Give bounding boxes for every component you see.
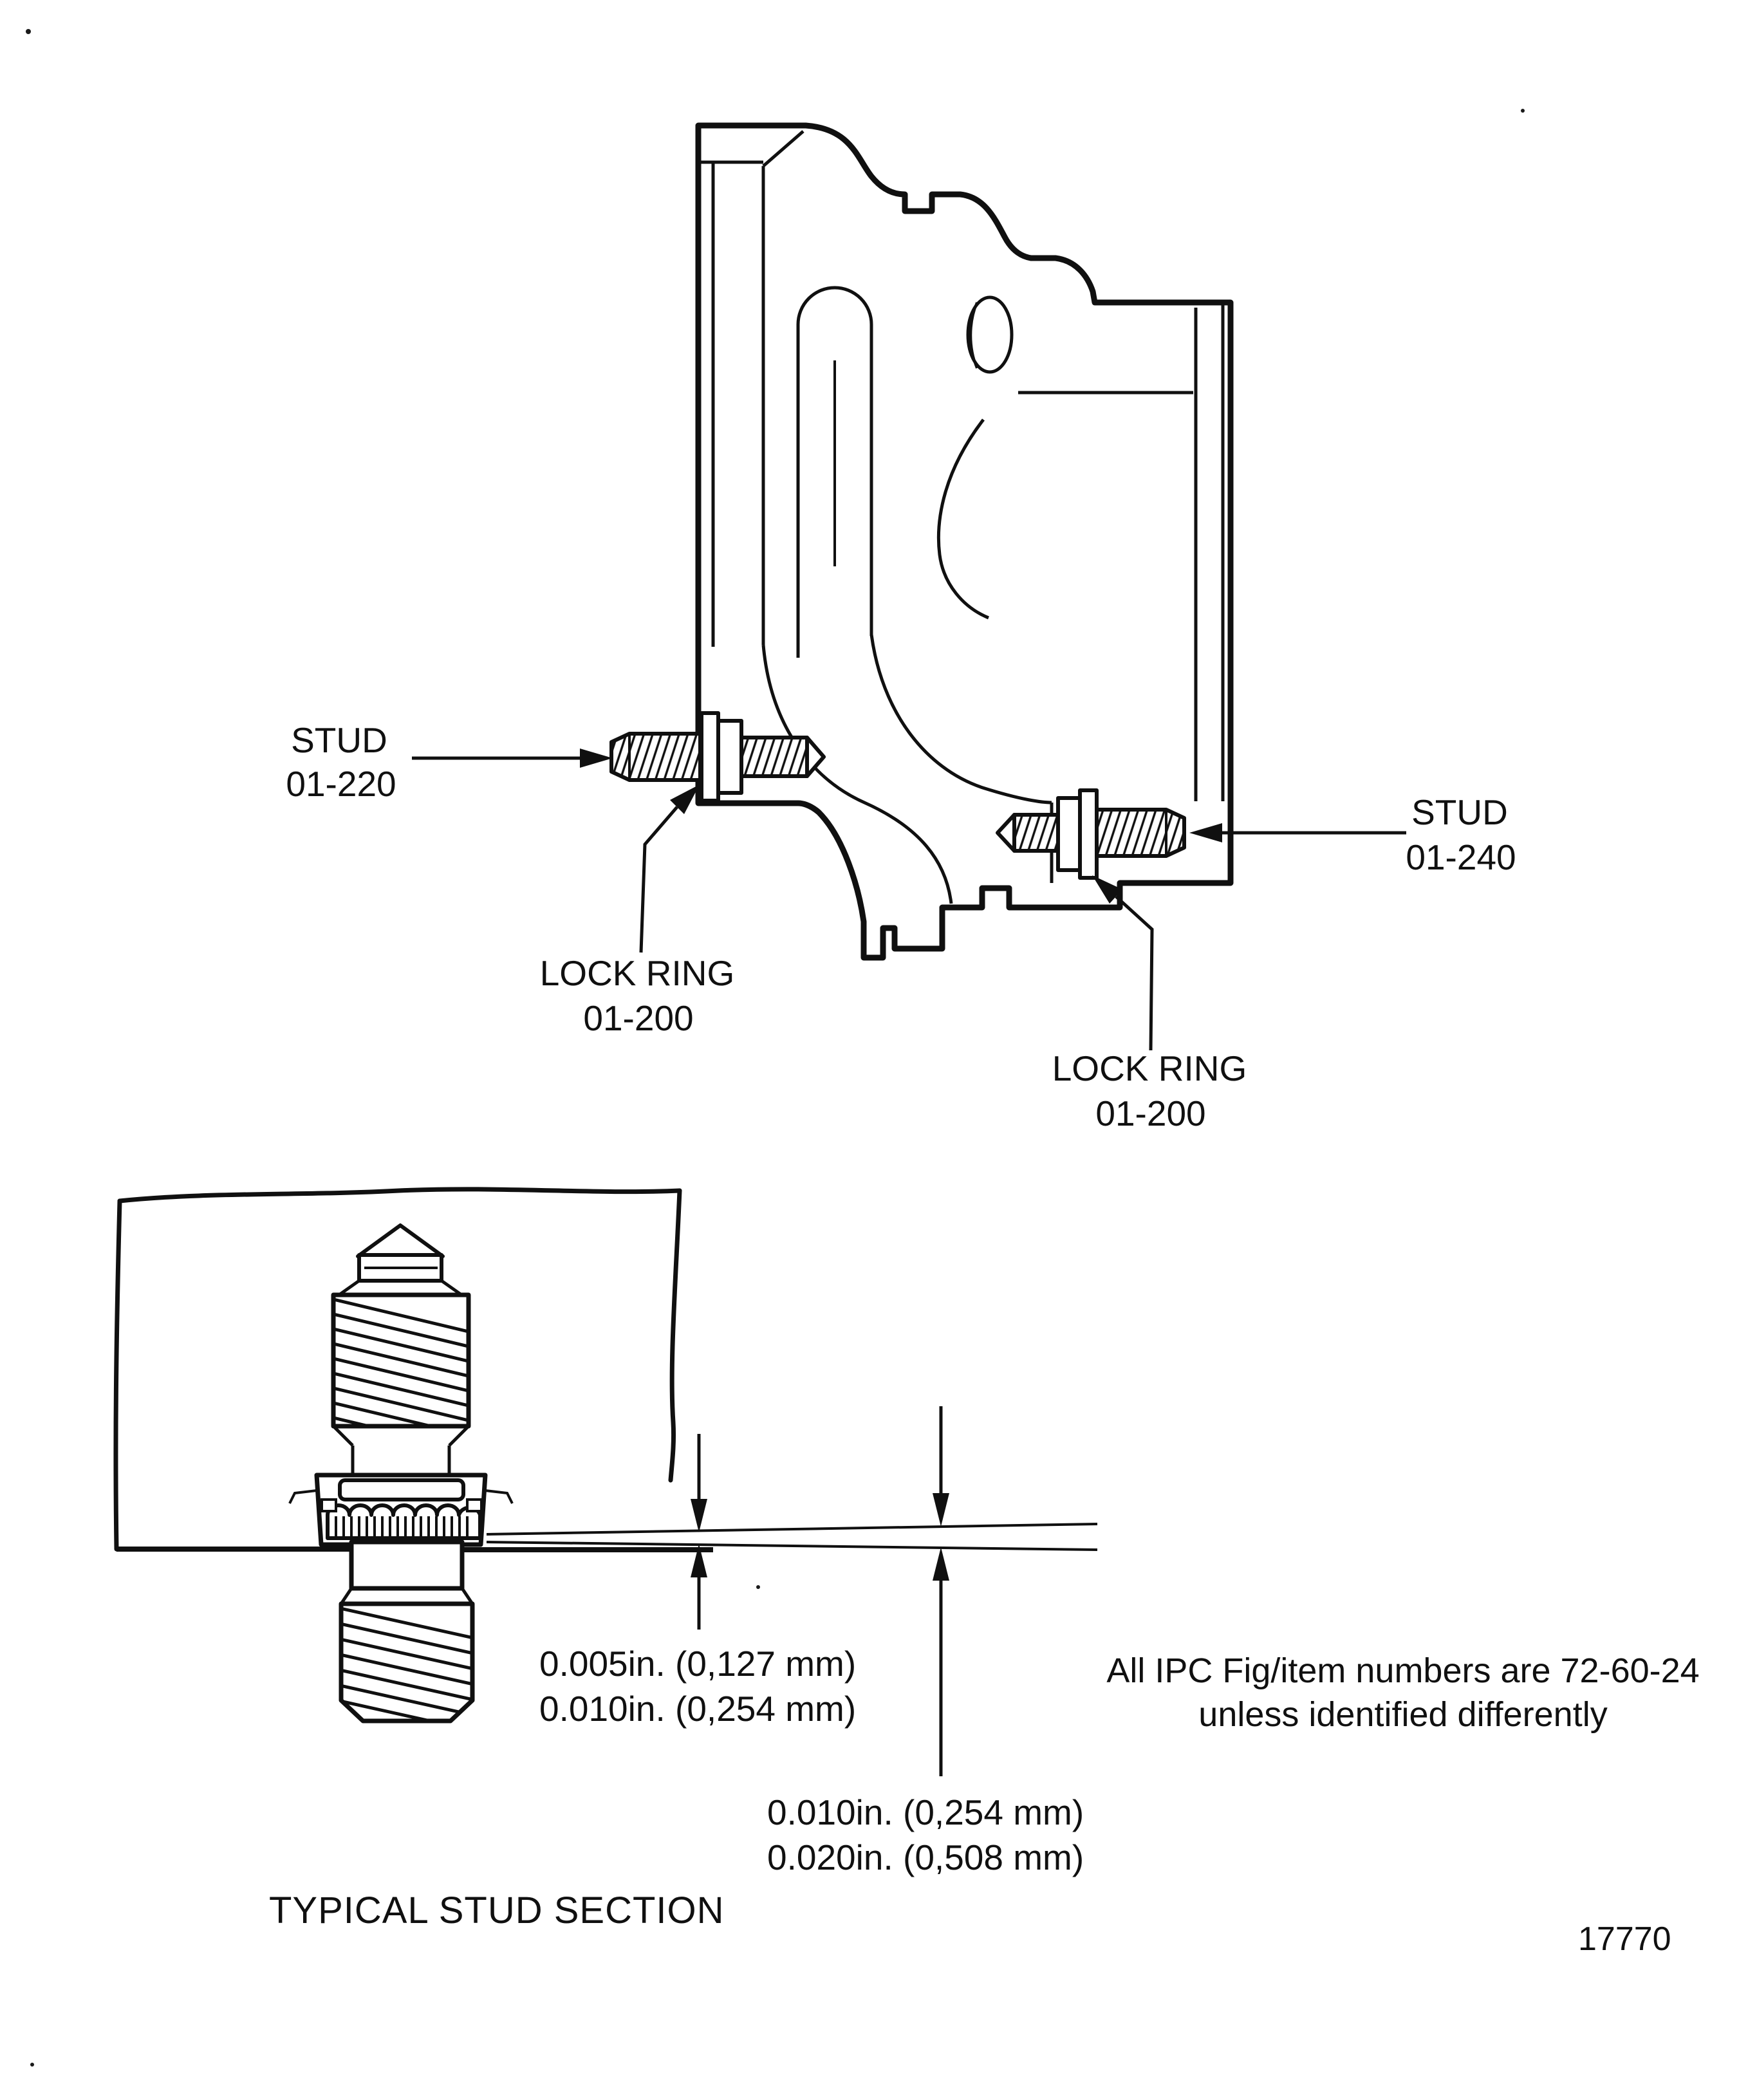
label-lockring-right: LOCK RING xyxy=(1052,1048,1247,1088)
stud-right-exposed-thread xyxy=(1097,810,1184,856)
arrow-lower-gap-down xyxy=(933,1493,949,1527)
stud-right-tip xyxy=(998,815,1014,851)
lock-ring-left-body xyxy=(718,721,741,793)
label-stud-left-ref: 01-220 xyxy=(286,764,396,804)
housing-inner-lines xyxy=(698,131,1223,904)
gap-reference-lines xyxy=(487,1524,1097,1550)
stud-left-inner-thread xyxy=(741,738,807,776)
label-stud-right: STUD xyxy=(1411,792,1508,832)
label-lockring-right-ref: 01-200 xyxy=(1095,1093,1206,1133)
arrow-lower-gap-up xyxy=(933,1547,949,1581)
dimension-texts xyxy=(539,1644,1084,1877)
ipc-note-line2: unless identified differently xyxy=(1198,1695,1608,1734)
stud-point xyxy=(358,1225,443,1256)
label-stud-right-ref: 01-240 xyxy=(1406,837,1516,877)
label-lockring-left: LOCK RING xyxy=(539,953,735,993)
dim-upper-line2: 0.010in. (0,254 mm) xyxy=(539,1689,857,1729)
label-lockring-left-ref: 01-200 xyxy=(583,998,694,1038)
typical-stud-section xyxy=(116,1189,1097,1877)
stud-01-220 xyxy=(611,713,824,801)
arrow-upper-gap-down xyxy=(691,1499,707,1532)
serrated-lock-ring xyxy=(290,1475,512,1545)
scan-speckles xyxy=(26,29,1525,2067)
stud-shank xyxy=(351,1542,462,1588)
callout-arrows xyxy=(412,748,1406,1050)
stud-lower-thread xyxy=(341,1604,472,1721)
sectioned-stud xyxy=(290,1225,512,1731)
dim-lower-line1: 0.010in. (0,254 mm) xyxy=(767,1792,1084,1832)
stud-01-240 xyxy=(998,790,1184,878)
arrow-stud-right xyxy=(1189,823,1222,842)
dim-lower-line2: 0.020in. (0,508 mm) xyxy=(767,1837,1084,1877)
ipc-note-line1: All IPC Fig/item numbers are 72-60-24 xyxy=(1106,1651,1700,1690)
arrow-stud-left xyxy=(580,748,613,768)
callout-labels xyxy=(286,720,1516,1133)
dim-upper-line1: 0.005in. (0,127 mm) xyxy=(539,1644,857,1684)
housing-cross-section xyxy=(286,125,1516,1133)
lock-ring-right-lip xyxy=(1080,790,1097,878)
lock-ring-right-body xyxy=(1058,798,1080,870)
label-stud-left: STUD xyxy=(291,720,387,760)
lock-ring-left-lip xyxy=(702,713,718,801)
figure-number: 17770 xyxy=(1578,1920,1671,1958)
stud-right-inner-thread xyxy=(1014,815,1058,851)
stud-left-exposed-thread xyxy=(611,734,700,780)
figure-caption: TYPICAL STUD SECTION xyxy=(269,1890,725,1931)
